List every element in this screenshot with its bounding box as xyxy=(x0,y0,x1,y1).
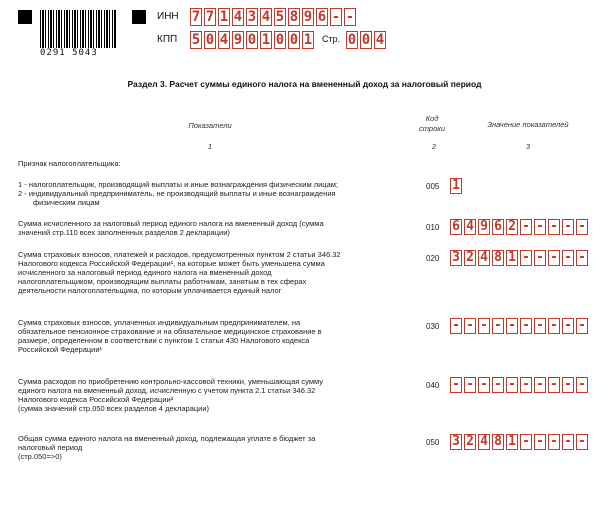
digit-cell[interactable]: - xyxy=(534,318,546,334)
digit-cell[interactable]: - xyxy=(492,377,504,393)
inn-cells xyxy=(190,8,358,26)
digit-cell[interactable]: - xyxy=(345,9,355,25)
digit-cell[interactable]: 3 xyxy=(247,9,257,25)
digit-cell[interactable]: 4 xyxy=(464,219,476,235)
row-text-line: (стр.050=>0) xyxy=(18,452,62,461)
digit-cell[interactable]: 7 xyxy=(191,9,201,25)
digit-cell[interactable]: 4 xyxy=(478,434,490,450)
digit-cell[interactable]: 5 xyxy=(275,9,285,25)
digit-cell[interactable]: - xyxy=(576,377,588,393)
digit-cell[interactable]: 9 xyxy=(303,9,313,25)
taxpayer-label: Признак налогоплательщика: xyxy=(18,159,121,168)
col-values-header: Значение показателей xyxy=(487,120,569,129)
row-value-cells xyxy=(450,434,590,450)
digit-cell[interactable]: 4 xyxy=(375,32,385,48)
taxpayer-option-1: 1 - налогоплательщик, производящий выплаты и иные вознаграждения физическим лицам; xyxy=(18,180,338,189)
digit-cell[interactable]: 1 xyxy=(450,178,462,194)
kpp-label: КПП xyxy=(157,34,178,45)
digit-cell[interactable]: - xyxy=(534,250,546,266)
row-value-cells xyxy=(450,318,590,334)
row-text-line: размере, определенном в соответствии с пунктом 1 статьи 430 Налогового кодекса xyxy=(18,336,310,345)
digit-cell[interactable]: 0 xyxy=(347,32,357,48)
corner-marker-right xyxy=(132,10,146,24)
digit-cell[interactable]: - xyxy=(478,318,490,334)
digit-cell[interactable]: 2 xyxy=(464,250,476,266)
digit-cell[interactable]: - xyxy=(576,219,588,235)
digit-cell[interactable]: - xyxy=(534,434,546,450)
row-text-line: налогоплательщиком, производящим выплаты работникам, занятым в тех сферах xyxy=(18,277,307,286)
digit-cell[interactable]: - xyxy=(562,377,574,393)
digit-cell[interactable]: 6 xyxy=(450,219,462,235)
row-text-line: Сумма страховых взносов, уплаченных индивидуальным предпринимателем, на xyxy=(18,318,301,327)
row-text-line: единого налога на вмененный доход, исчисленную с учетом пункта 2.1 статьи 346.32 xyxy=(18,386,316,395)
taxpayer-option-2-cont: физическим лицам xyxy=(33,198,100,207)
row-text-line: налоговый период xyxy=(18,443,83,452)
col-num-2: 2 xyxy=(431,142,437,151)
digit-cell[interactable]: 8 xyxy=(289,9,299,25)
row-text-line: Налогового кодекса Российской Федерации² xyxy=(18,395,174,404)
digit-cell[interactable]: 0 xyxy=(247,32,257,48)
digit-cell[interactable]: 4 xyxy=(233,9,243,25)
digit-cell[interactable]: 1 xyxy=(506,250,518,266)
row-text-line: значений стр.110 всех заполненных разделов 2 декларации) xyxy=(18,228,230,237)
digit-cell[interactable]: - xyxy=(450,377,462,393)
digit-cell[interactable]: 5 xyxy=(191,32,201,48)
digit-cell[interactable]: 0 xyxy=(275,32,285,48)
digit-cell[interactable]: - xyxy=(548,219,560,235)
digit-cell[interactable]: 0 xyxy=(205,32,215,48)
digit-cell[interactable]: - xyxy=(520,377,532,393)
col-num-1: 1 xyxy=(207,142,213,151)
digit-cell[interactable]: 4 xyxy=(219,32,229,48)
taxpayer-option-2: 2 - индивидуальный предприниматель, не производящий выплаты и иные вознаграждения xyxy=(18,189,336,198)
digit-cell[interactable]: 1 xyxy=(506,434,518,450)
digit-cell[interactable]: - xyxy=(492,318,504,334)
row-text-line: Сумма исчисленного за налоговый период единого налога на вмененный доход (сумма xyxy=(18,219,324,228)
col-indicators-header: Показатели xyxy=(188,121,232,130)
digit-cell[interactable]: - xyxy=(464,377,476,393)
page-number-cells xyxy=(346,31,388,49)
digit-cell[interactable]: 9 xyxy=(233,32,243,48)
digit-cell[interactable]: - xyxy=(534,377,546,393)
digit-cell[interactable]: 6 xyxy=(317,9,327,25)
digit-cell[interactable]: - xyxy=(562,250,574,266)
col-code-header-line1: Код xyxy=(425,114,439,123)
digit-cell[interactable]: 4 xyxy=(261,9,271,25)
digit-cell[interactable]: 3 xyxy=(450,250,462,266)
row-value-cells xyxy=(450,250,590,266)
row-text-line: Российской Федерации¹ xyxy=(18,345,103,354)
row-code: 050 xyxy=(426,438,440,447)
digit-cell[interactable]: - xyxy=(520,434,532,450)
row-text-line: Налогового кодекса Российской Федерации¹, на которые может быть уменьшена сумма xyxy=(18,259,325,268)
inn-label: ИНН xyxy=(157,11,179,22)
digit-cell[interactable]: 6 xyxy=(492,219,504,235)
row-text-line: обязательное пенсионное страхование и на обязательное медицинское страхование в xyxy=(18,327,322,336)
digit-cell[interactable]: 3 xyxy=(450,434,462,450)
digit-cell[interactable]: - xyxy=(562,318,574,334)
digit-cell[interactable]: - xyxy=(548,377,560,393)
digit-cell[interactable]: 8 xyxy=(492,250,504,266)
row-text-line: Сумма страховых взносов, платежей и расходов, предусмотренных пунктом 2 статьи 346.32 xyxy=(18,250,341,259)
digit-cell[interactable]: - xyxy=(548,250,560,266)
digit-cell[interactable]: - xyxy=(576,250,588,266)
row-text-line: исчисленного за налоговый период единого налога на вмененный доход xyxy=(18,268,272,277)
digit-cell[interactable]: 0 xyxy=(289,32,299,48)
digit-cell[interactable]: 1 xyxy=(219,9,229,25)
digit-cell[interactable]: 0 xyxy=(361,32,371,48)
corner-marker-left xyxy=(18,10,32,24)
digit-cell[interactable]: - xyxy=(331,9,341,25)
kpp-cells xyxy=(190,31,316,49)
digit-cell[interactable]: - xyxy=(478,377,490,393)
row-text-line: Сумма расходов по приобретению контрольно-кассовой техники, уменьшающая сумму xyxy=(18,377,323,386)
row-text-line: деятельности налогоплательщика, по которым уплачивается единый налог xyxy=(18,286,282,295)
taxpayer-code: 005 xyxy=(426,182,440,191)
digit-cell[interactable]: 9 xyxy=(478,219,490,235)
digit-cell[interactable]: - xyxy=(562,219,574,235)
digit-cell[interactable]: 1 xyxy=(261,32,271,48)
digit-cell[interactable]: - xyxy=(548,318,560,334)
page-label: Стр. xyxy=(322,34,341,44)
row-value-cells xyxy=(450,377,590,393)
barcode-number: 0291 5043 xyxy=(40,48,116,58)
digit-cell[interactable]: - xyxy=(548,434,560,450)
row-code: 010 xyxy=(426,223,440,232)
digit-cell[interactable]: 8 xyxy=(492,434,504,450)
digit-cell[interactable]: 1 xyxy=(303,32,313,48)
barcode xyxy=(40,10,116,50)
row-text-line: (сумма значений стр.050 всех разделов 4 декларации) xyxy=(18,404,210,413)
row-value-cells xyxy=(450,219,590,235)
row-code: 030 xyxy=(426,322,440,331)
digit-cell[interactable]: - xyxy=(464,318,476,334)
row-code: 020 xyxy=(426,254,440,263)
digit-cell[interactable]: - xyxy=(534,219,546,235)
taxpayer-cells xyxy=(450,178,464,194)
digit-cell[interactable]: - xyxy=(562,434,574,450)
digit-cell[interactable]: - xyxy=(506,377,518,393)
digit-cell[interactable]: - xyxy=(520,250,532,266)
digit-cell[interactable]: - xyxy=(506,318,518,334)
digit-cell[interactable]: 2 xyxy=(506,219,518,235)
digit-cell[interactable]: - xyxy=(450,318,462,334)
section-title: Раздел 3. Расчет суммы единого налога на вмененный доход за налоговый период xyxy=(127,79,482,89)
digit-cell[interactable]: - xyxy=(520,318,532,334)
digit-cell[interactable]: 2 xyxy=(464,434,476,450)
digit-cell[interactable]: - xyxy=(576,434,588,450)
digit-cell[interactable]: - xyxy=(576,318,588,334)
digit-cell[interactable]: - xyxy=(520,219,532,235)
digit-cell[interactable]: 7 xyxy=(205,9,215,25)
col-code-header-line2: строки xyxy=(419,124,445,133)
row-code: 040 xyxy=(426,381,440,390)
row-text-line: Общая сумма единого налога на вмененный доход, подлежащая уплате в бюджет за xyxy=(18,434,316,443)
digit-cell[interactable]: 4 xyxy=(478,250,490,266)
col-num-3: 3 xyxy=(525,142,531,151)
